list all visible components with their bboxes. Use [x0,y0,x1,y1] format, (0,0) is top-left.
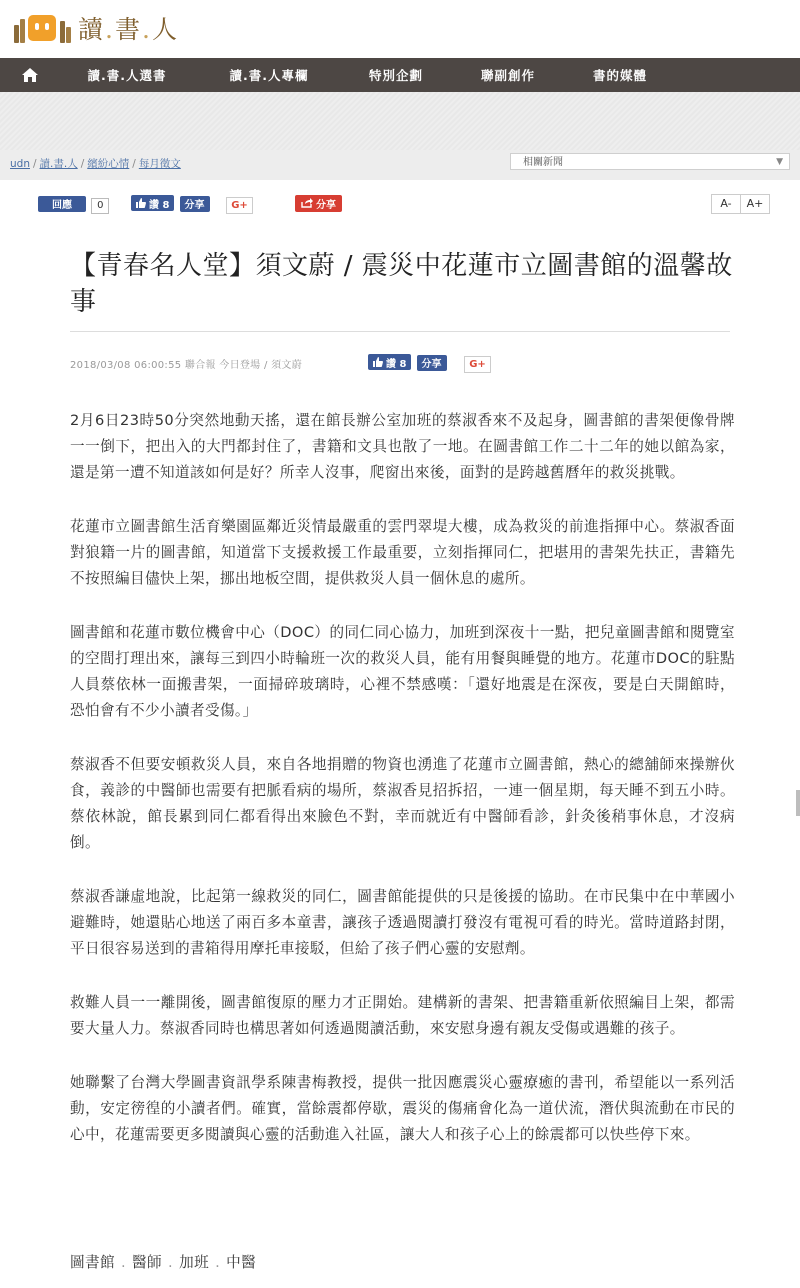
font-smaller-button[interactable]: A- [711,194,741,214]
article-paragraph: 她聯繫了台灣大學圖書資訊學系陳書梅教授，提供一批因應震災心靈療癒的書刊，希望能以一系列活動，安定徬徨的小讀者們。確實，當餘震都停歇，震災的傷痛會化為一道伏流，潛伏與流動在市民的心中，花蓮需要更多閱讀與心靈的活動進入社區，讓大人和孩子心上的餘震都可以快些停下來。 [70,1074,735,1143]
share-label: 分享 [316,199,336,211]
like-button[interactable] [131,195,174,211]
site-logo[interactable] [14,8,179,48]
reply-count: 0 [91,198,109,214]
meta-like-button[interactable] [368,354,411,370]
title-divider [70,331,730,332]
meta-gplus-group [464,352,491,372]
tag-link[interactable]: 醫師 [132,1254,163,1271]
nav-item-media[interactable]: 書的媒體 [592,68,647,83]
gplus-button[interactable]: G+ [226,197,253,214]
gplus-group [226,193,253,213]
breadcrumb-reader[interactable]: 讀.書.人 [39,158,78,170]
main-nav [0,58,800,92]
breadcrumb-monthly[interactable]: 每月徵文 [138,158,181,170]
ad-band [0,92,800,150]
related-news-label: 相關新聞 [523,157,563,168]
thumbs-up-icon [136,198,146,208]
site-header [0,0,800,58]
article-body [70,408,735,1176]
nav-item-creations[interactable]: 聯副創作 [480,68,535,83]
fb-like-group [131,193,210,213]
nav-item-selections[interactable]: 讀.書.人選書 [87,68,167,83]
breadcrumb-mood[interactable]: 繽紛心情 [87,158,130,170]
related-news-select[interactable] [510,153,790,170]
meta-gplus-button[interactable]: G+ [464,356,491,373]
article-paragraph: 蔡淑香謙虛地說，比起第一線救災的同仁，圖書館能提供的只是後援的協助。在市民集中在中華國小避難時，她還貼心地送了兩百多本童書，讓孩子透過閱讀打發沒有電視可看的時光。當時道路封閉，平日很容易送到的書箱得用摩托車接駁，但給了孩子們心靈的安慰劑。 [70,888,735,957]
share-arrow-icon [301,198,313,208]
article-tags: 圖書館 . 醫師 . 加班 . 中醫 [70,1254,257,1271]
like-label: 讚 8 [149,199,170,211]
article-title: 【青春名人堂】須文蔚 / 震災中花蓮市立圖書館的溫馨故事 [70,251,733,317]
share-button[interactable] [295,195,342,212]
tag-link[interactable]: 中醫 [226,1254,257,1271]
meta-like-label: 讚 8 [386,358,407,370]
breadcrumb-udn[interactable]: udn [10,158,30,170]
article-paragraph: 救難人員一一離開後，圖書館復原的壓力才正開始。建構新的書架、把書籍重新依照編目上架，都需要大量人力。蔡淑香同時也構思著如何透過閱讀活動，來安慰身邊有親友受傷或遇難的孩子。 [70,994,735,1037]
books-icon [14,11,72,45]
reply-button[interactable]: 回應 [38,196,86,212]
thumbs-up-icon [373,357,383,367]
nav-item-special[interactable]: 特別企劃 [368,68,423,83]
logo-face-icon [28,15,56,41]
font-larger-button[interactable]: A+ [740,194,770,214]
article-paragraph: 2月6日23時50分突然地動天搖，還在館長辦公室加班的蔡淑香來不及起身，圖書館的書架便像骨牌一一倒下，把出入的大門都封住了，書籍和文具也散了一地。在圖書館工作二十二年的她以館為家，還是第一遭不知道該如何是好？所幸人沒事，爬窗出來後，面對的是跨越舊曆年的救災挑戰。 [70,412,735,481]
share-group [295,193,342,213]
fb-share-button[interactable]: 分享 [180,196,210,212]
home-icon [21,67,39,83]
breadcrumb: udn / 讀.書.人 / 繽紛心情 / 每月徵文 [10,158,181,170]
chevron-down-icon: ▼ [776,157,783,167]
tag-link[interactable]: 加班 [179,1254,210,1271]
tag-link[interactable]: 圖書館 [70,1254,115,1271]
article-paragraph: 圖書館和花蓮市數位機會中心（DOC）的同仁同心協力，加班到深夜十一點，把兒童圖書館和閱覽室的空間打理出來，讓每三到四小時輪班一次的救災人員，能有用餐與睡覺的地方。花蓮市DOC的駐點人員蔡依林一面搬書架，一面掃碎玻璃時，心裡不禁感嘆：「還好地震是在深夜，要是白天開館時，恐怕會有不少小讀者受傷。」 [70,624,735,719]
meta-fb-share-button[interactable]: 分享 [417,355,447,371]
scrollbar-thumb[interactable] [796,790,800,816]
article-meta: 2018/03/08 06:00:55 聯合報 今日登場 / 須文蔚 [70,360,303,371]
logo-wordmark: 讀.書.人 [78,15,179,44]
meta-fb-like-group [368,352,447,372]
reply-group [38,193,109,213]
nav-item-columns[interactable]: 讀.書.人專欄 [229,68,309,83]
article-paragraph: 花蓮市立圖書館生活育樂園區鄰近災情最嚴重的雲門翠堤大樓，成為救災的前進指揮中心。蔡淑香面對狼籍一片的圖書館，知道當下支援救援工作最重要，立刻指揮同仁，把堪用的書架先扶正，書籍先不按照編目儘快上架，挪出地板空間，提供救災人員一個休息的處所。 [70,518,735,587]
nav-home[interactable] [0,58,60,92]
font-size-controls [711,192,770,212]
article-paragraph: 蔡淑香不但要安頓救災人員，來自各地捐贈的物資也湧進了花蓮市立圖書館，熱心的總舖師來操辦伙食，義診的中醫師也需要有把脈看病的場所，蔡淑香見招拆招，一連一個星期，每天睡不到五小時。蔡依林說，館長累到同仁都看得出來臉色不對，幸而就近有中醫師看診，針灸後稍事休息，才沒病倒。 [70,756,735,851]
